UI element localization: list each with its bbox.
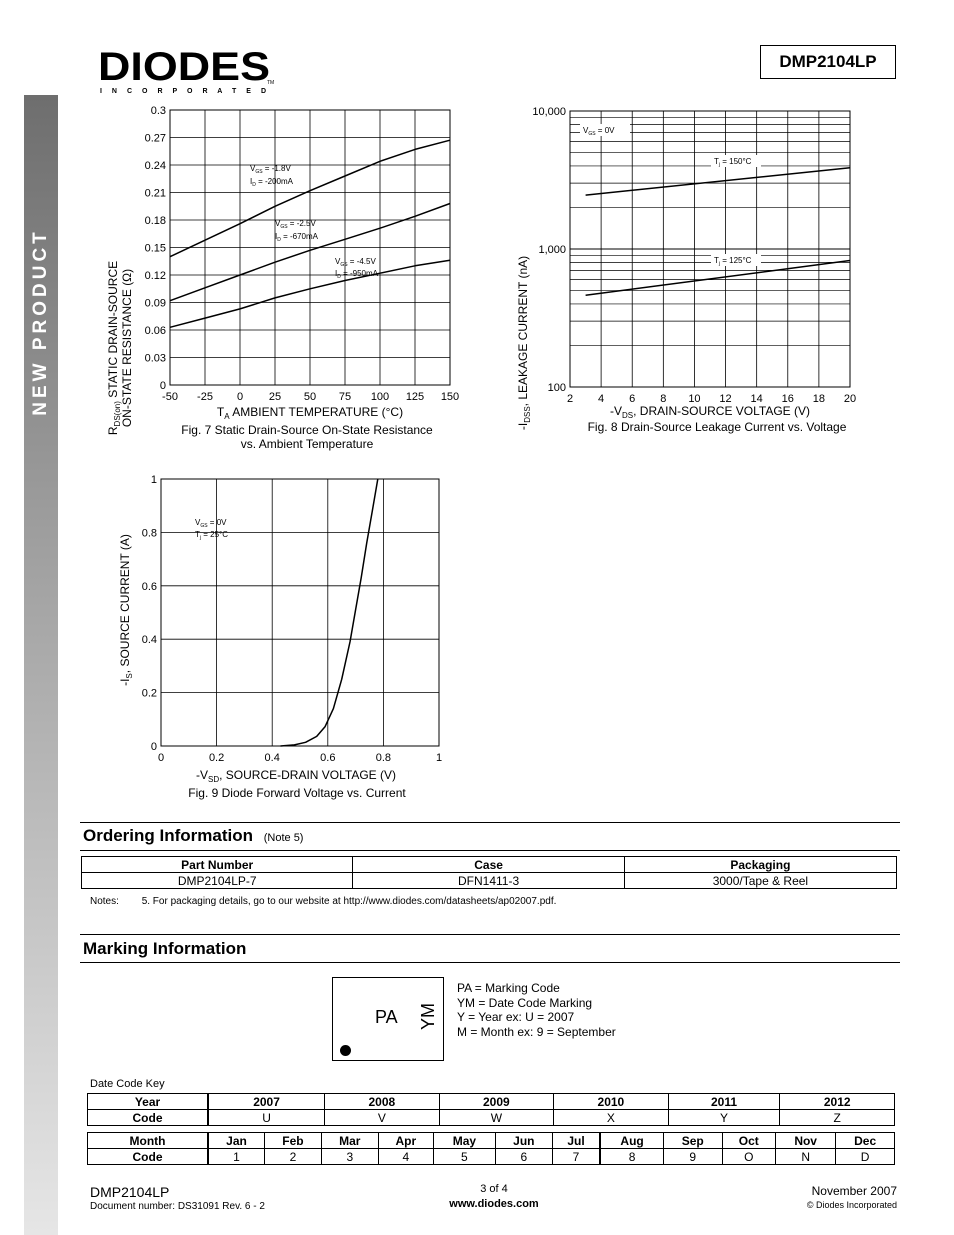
y-tick-label: 0.06 <box>144 325 166 337</box>
month-cell: Jul <box>552 1133 600 1149</box>
y-tick-label: 1,000 <box>538 244 566 256</box>
marking-diagram <box>332 977 444 1061</box>
year-code-cell: Z <box>780 1110 895 1126</box>
y-tick-label: 100 <box>547 382 566 394</box>
year-cell: 2011 <box>668 1094 780 1110</box>
date-code-mark: YM <box>418 1003 438 1030</box>
ordering-packaging: 3000/Tape & Reel <box>624 873 896 889</box>
ordering-note-ref: (Note 5) <box>263 832 304 844</box>
month-code-cell: N <box>776 1149 836 1165</box>
diodes-logo <box>98 47 278 100</box>
legend-line: M = Month ex: 9 = September <box>457 1024 616 1039</box>
month-cell: Sep <box>663 1133 722 1149</box>
fig8-annotation-150 <box>711 155 761 168</box>
sidebar-label: NEW PRODUCT <box>30 228 51 416</box>
svg-text:VGS = 0V: $V_{GS} = 0V$ <box>195 518 227 529</box>
y-tick-label: 0 <box>150 741 157 753</box>
ordering-header-case: Case <box>353 857 624 873</box>
footer-part: DMP2104LP <box>90 1184 170 1200</box>
y-tick-label: 0.24 <box>144 160 166 172</box>
code-label: Code <box>88 1149 209 1165</box>
ordering-rule-bottom <box>80 850 900 851</box>
x-tick-label: 0.2 <box>208 752 225 764</box>
x-tick-label: 150 <box>440 391 460 403</box>
legend-line: YM = Date Code Marking <box>457 995 593 1010</box>
fig9-chart <box>95 468 465 808</box>
month-code-cell: 3 <box>321 1149 378 1165</box>
footer-doc-number: Document number: DS31091 Rev. 6 - 2 <box>90 1201 265 1212</box>
fig7-annotation-1 <box>250 164 294 188</box>
y-tick-label: 0 <box>159 380 166 392</box>
marking-rule-top <box>80 934 900 935</box>
x-tick-label: 18 <box>812 393 826 405</box>
footer-date: November 2007 <box>811 1184 897 1198</box>
plot-frame <box>161 479 439 746</box>
y-tick-label: 0.6 <box>141 580 157 593</box>
year-code-cell: X <box>554 1110 669 1126</box>
x-tick-label: 1 <box>435 752 443 764</box>
fig9-ticks <box>142 474 442 764</box>
ordering-rule-top <box>80 822 900 823</box>
fig7-annotation-2 <box>275 219 319 243</box>
logo-sub: I N C O R P O R A T E D <box>100 88 266 95</box>
fig9-xlabel: $-V_{SD}$, SOURCE-DRAIN VOLTAGE (V) <box>195 768 397 784</box>
x-tick-label: 0 <box>157 752 165 764</box>
x-tick-label: 2 <box>566 393 574 405</box>
fig9-title: Fig. 9 Diode Forward Voltage vs. Current <box>188 786 406 800</box>
month-code-cell: O <box>722 1149 776 1165</box>
ordering-header-packaging: Packaging <box>624 857 896 873</box>
notes-label: Notes: <box>90 896 119 907</box>
y-tick-label: 10,000 <box>532 106 566 118</box>
month-code-cell: 2 <box>264 1149 321 1165</box>
ordering-table <box>81 856 897 889</box>
month-cell: Jan <box>208 1133 264 1149</box>
month-code-cell: 5 <box>433 1149 495 1165</box>
month-label: Month <box>88 1133 209 1149</box>
x-tick-label: 100 <box>370 391 390 403</box>
svg-text:-IDSS, LEAKAGE CURRENT (nA): $-I_{DSS}$, LEAKAGE CURRENT (nA) <box>516 255 532 431</box>
fig7-chart <box>95 100 465 456</box>
fig8-title: Fig. 8 Drain-Source Leakage Current vs. Voltage <box>587 420 847 434</box>
note-5: 5. For packaging details, go to our website at http://www.diodes.com/datasheets/ap02007.pdf. <box>141 896 557 907</box>
y-tick-label: 0.18 <box>144 215 166 227</box>
ordering-title <box>83 826 303 846</box>
year-code-cell: V <box>325 1110 440 1126</box>
x-tick-label: 0.6 <box>320 752 336 764</box>
svg-text:Tj = 25°C: $T_j = 25^\circ C$ <box>195 530 229 541</box>
x-tick-label: 25 <box>268 391 282 403</box>
x-tick-label: 0.4 <box>264 752 280 764</box>
logo-tm: TM <box>267 80 275 86</box>
table-row <box>88 1133 895 1149</box>
svg-text:Tj = 150°C: $T_j = 150^\circ C$ <box>714 157 752 168</box>
marking-rule-bottom <box>80 962 900 963</box>
series-line <box>586 168 850 195</box>
table-row <box>88 1149 895 1165</box>
ordering-part: DMP2104LP-7 <box>82 873 353 889</box>
marking-code: PA <box>375 1007 398 1027</box>
month-code-table <box>87 1132 895 1165</box>
marking-title: Marking Information <box>83 939 247 958</box>
year-code-cell: Y <box>668 1110 780 1126</box>
svg-text:ID = -670mA: $I_D = -670mA$ <box>275 232 318 243</box>
legend-line: Y = Year ex: U = 2007 <box>457 1010 575 1024</box>
table-row <box>82 873 897 889</box>
fig9-annotation <box>195 518 228 541</box>
y-tick-label: 0.3 <box>150 105 166 117</box>
y-tick-label: 0.09 <box>144 297 166 310</box>
marking-legend <box>457 981 616 1039</box>
fig8-condition <box>580 124 630 137</box>
x-tick-label: 4 <box>598 393 605 405</box>
code-label: Code <box>88 1110 209 1126</box>
fig8-series <box>586 168 850 296</box>
fig7-ylabel <box>106 261 134 435</box>
y-tick-label: 0.15 <box>144 242 166 255</box>
x-tick-label: 75 <box>338 391 352 403</box>
svg-text:VGS = -4.5V: $V_{GS} = -4.5V$ <box>335 257 376 268</box>
svg-text:ID = -200mA: $I_D = -200mA$ <box>250 177 293 188</box>
fig8-ylabel <box>516 256 532 430</box>
fig8-grid <box>570 111 850 387</box>
legend-line: PA = Marking Code <box>457 981 560 995</box>
svg-text:VGS = -2.5V: $V_{GS} = -2.5V$ <box>275 219 316 230</box>
svg-text:ON-STATE RESISTANCE (Ω): ON-STATE RESISTANCE (Ω) <box>120 268 134 428</box>
x-tick-label: 14 <box>750 393 763 405</box>
fig7-annotation-3 <box>335 257 379 280</box>
svg-text:RDS(on) STATIC DRAIN-SOURCE: $R_{DS(on)}$ STATIC DRAIN-SOURCE <box>106 260 122 436</box>
fig9-series <box>281 479 378 746</box>
y-tick-label: 0.8 <box>141 527 157 540</box>
ordering-header-part: Part Number <box>82 857 353 873</box>
month-cell: Jun <box>495 1133 552 1149</box>
month-code-cell: 9 <box>663 1149 722 1165</box>
series-line <box>281 479 378 746</box>
x-tick-label: 6 <box>629 393 636 405</box>
x-tick-label: 125 <box>405 391 425 403</box>
svg-text:ID = -950mA: $I_D = -950mA$ <box>335 269 378 280</box>
table-row <box>88 1094 895 1110</box>
y-tick-label: 0.27 <box>144 132 166 145</box>
month-cell: Dec <box>836 1133 895 1149</box>
month-cell: Oct <box>722 1133 776 1149</box>
month-code-cell: 6 <box>495 1149 552 1165</box>
month-cell: Feb <box>264 1133 321 1149</box>
y-tick-label: 1 <box>150 474 157 486</box>
year-cell: 2012 <box>780 1094 895 1110</box>
ordering-case: DFN1411-3 <box>353 873 624 889</box>
svg-text:VGS = -1.8V: $V_{GS} = -1.8V$ <box>250 164 291 175</box>
y-tick-label: 0.03 <box>144 352 166 365</box>
fig9-ylabel <box>118 534 134 686</box>
year-code-cell: U <box>208 1110 325 1126</box>
y-tick-label: 0.12 <box>144 270 166 282</box>
year-cell: 2010 <box>554 1094 669 1110</box>
svg-text:-IS, SOURCE CURRENT (A): $-I_S$, SOURCE CURRENT (A) <box>118 534 134 686</box>
x-tick-label: -50 <box>162 391 178 403</box>
date-code-key-title: Date Code Key <box>90 1078 165 1090</box>
year-cell: 2008 <box>325 1094 440 1110</box>
ordering-title-text: Ordering Information <box>83 826 253 845</box>
footer-website[interactable]: www.diodes.com <box>449 1198 539 1210</box>
part-number-box: DMP2104LP <box>760 45 896 79</box>
month-code-cell: 8 <box>600 1149 663 1165</box>
x-tick-label: 0 <box>236 391 244 403</box>
x-tick-label: 8 <box>660 393 667 405</box>
x-tick-label: 20 <box>843 393 857 405</box>
month-cell: Mar <box>321 1133 378 1149</box>
month-cell: Aug <box>600 1133 663 1149</box>
fig7-title: Fig. 7 Static Drain-Source On-State Resistance <box>181 423 433 437</box>
fig8-annotation-125 <box>711 254 761 267</box>
month-code-cell: 1 <box>208 1149 264 1165</box>
table-row <box>88 1110 895 1126</box>
x-tick-label: 16 <box>781 393 794 405</box>
fig7-xlabel: $T_A$ AMBIENT TEMPERATURE (°C) <box>216 405 404 421</box>
year-code-table <box>87 1093 895 1126</box>
y-tick-label: 0.21 <box>144 187 166 200</box>
fig9-grid <box>161 479 439 746</box>
ordering-notes <box>90 896 556 907</box>
svg-text:Tj = 125°C: $T_j = 125^\circ C$ <box>714 256 752 267</box>
month-cell: Apr <box>378 1133 433 1149</box>
x-tick-label: 0.8 <box>375 752 392 764</box>
y-tick-label: 0.2 <box>141 687 157 700</box>
pin1-dot <box>340 1045 351 1056</box>
year-code-cell: W <box>439 1110 554 1126</box>
month-code-cell: D <box>836 1149 895 1165</box>
x-tick-label: 50 <box>303 391 317 403</box>
x-tick-label: 12 <box>719 393 732 405</box>
footer-copyright: © Diodes Incorporated <box>806 1200 897 1210</box>
month-code-cell: 7 <box>552 1149 600 1165</box>
x-tick-label: -25 <box>197 391 213 403</box>
y-tick-label: 0.4 <box>141 634 157 647</box>
month-code-cell: 4 <box>378 1149 433 1165</box>
logo-main: DIODES <box>98 47 270 89</box>
year-cell: 2009 <box>439 1094 554 1110</box>
month-cell: Nov <box>776 1133 836 1149</box>
x-tick-label: 10 <box>688 393 701 405</box>
month-cell: May <box>433 1133 495 1149</box>
year-label: Year <box>88 1094 209 1110</box>
footer-page: 3 of 4 <box>480 1183 508 1195</box>
fig8-xlabel: $-V_{DS}$, DRAIN-SOURCE VOLTAGE (V) <box>609 404 811 420</box>
year-cell: 2007 <box>208 1094 325 1110</box>
fig8-chart <box>505 100 875 440</box>
fig7-subtitle: vs. Ambient Temperature <box>240 437 374 451</box>
svg-text:VGS = 0V: $V_{GS} = 0V$ <box>583 126 615 137</box>
